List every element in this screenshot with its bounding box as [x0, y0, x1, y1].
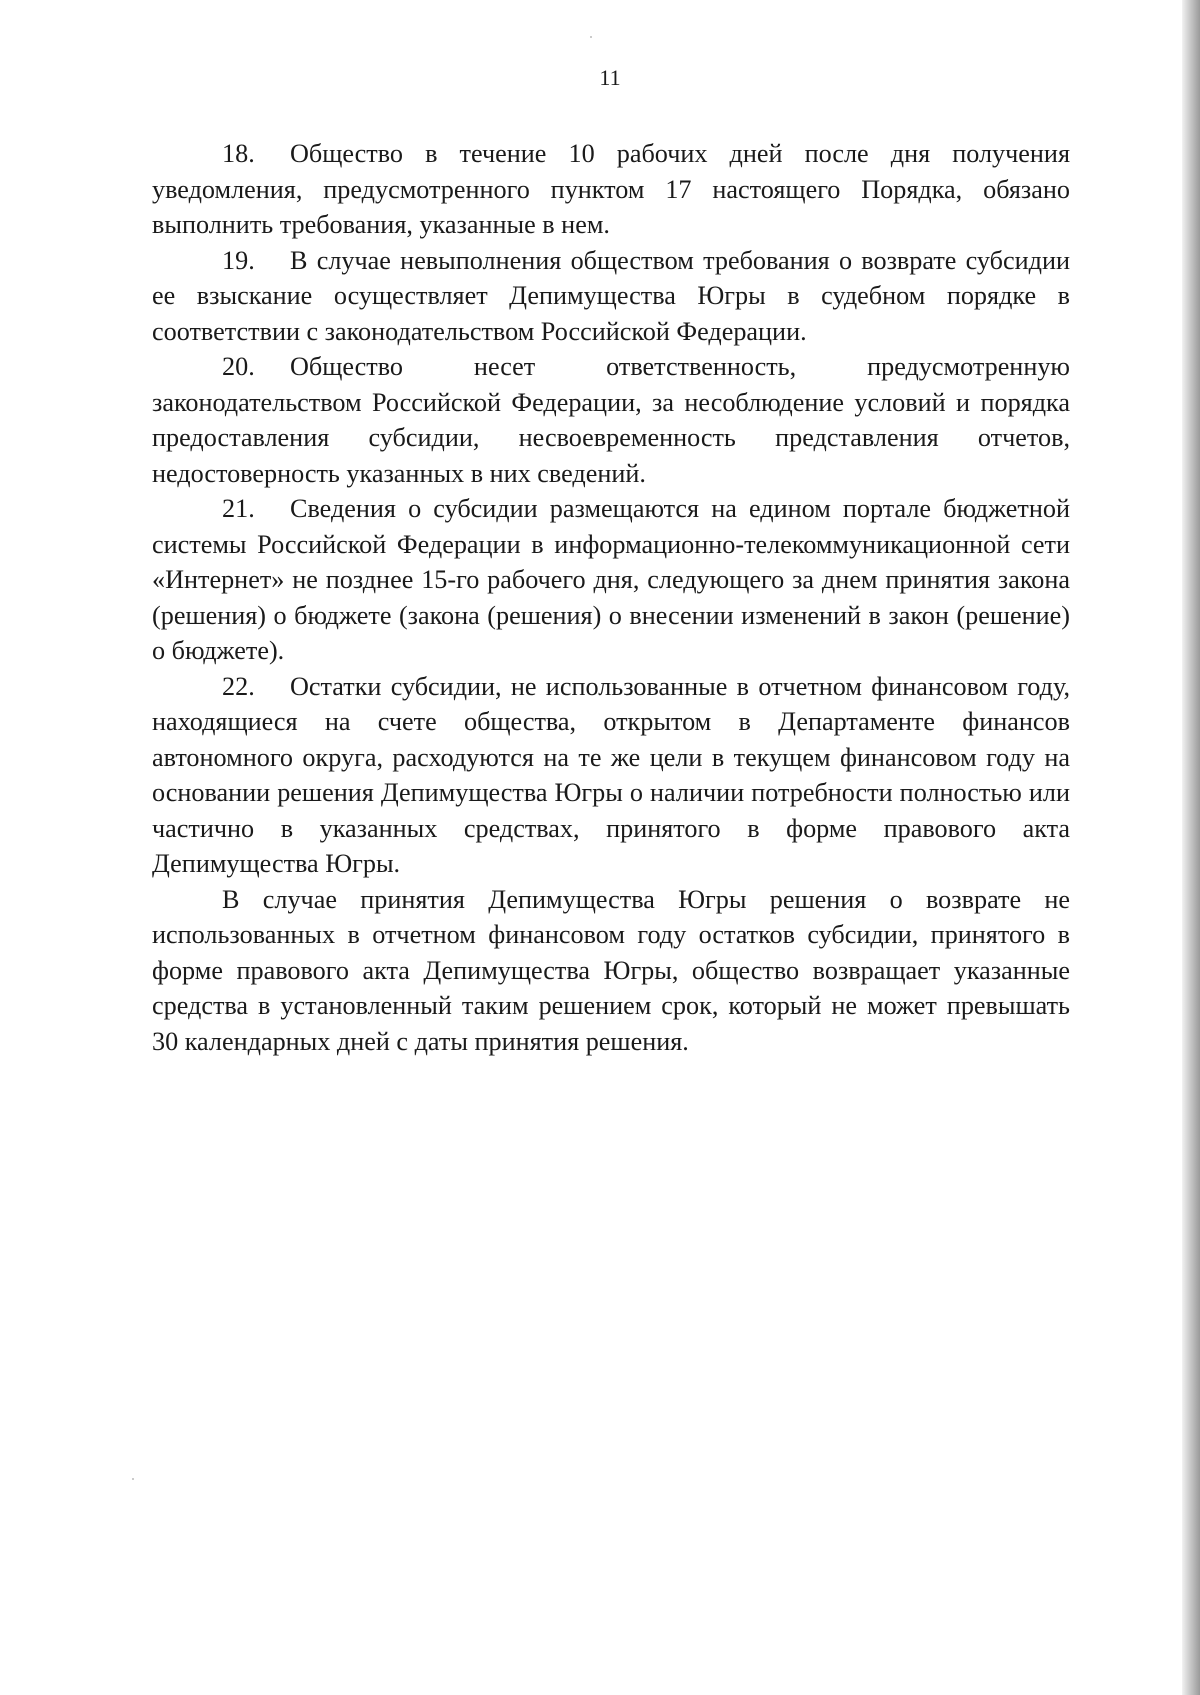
paragraph-number: 22.: [222, 671, 255, 701]
paragraph-text: В случае невыполнения обществом требования о возврате субсидии ее взыскание осуществляет Депимущества Югры в судебном порядке в соответствии с законодательством Российской Федерации.: [152, 245, 1070, 346]
paragraph-text: Сведения о субсидии размещаются на едином портале бюджетной системы Российской Федерации в информационно-телекоммуникационной сети «Интернет» не позднее 15-го рабочего дня, следующего за днем принятия закона (решения) о бюджете (закона (решения) о внесении изменений в закон (решение) о бюджете).: [152, 494, 1070, 665]
scan-speck: [590, 36, 592, 38]
paragraph-22: [152, 669, 1070, 882]
paragraph-text: В случае принятия Депимущества Югры решения о возврате не использованных в отчетном финансовом году остатков субсидии, принятого в форме правового акта Депимущества Югры, общество возвращает указанные средства в установленный таким решением срок, который не может превышать 30 календарных дней с даты принятия решения.: [152, 884, 1070, 1056]
paragraph-18: [152, 136, 1070, 243]
page-number: 11: [599, 65, 621, 90]
scan-speck: [132, 1478, 134, 1480]
paragraph-21: [152, 491, 1070, 669]
paragraph-number: 21.: [222, 494, 255, 523]
document-body: [152, 136, 1070, 1059]
paragraph-text: Общество несет ответственность, предусмотренную законодательством Российской Федерации, за несоблюдение условий и порядка предоставления субсидии, несвоевременность представления отчетов, недостоверность указанных в них сведений.: [152, 352, 1070, 488]
paragraph-22-continuation: [152, 882, 1070, 1060]
paragraph-text: Остатки субсидии, не использованные в отчетном финансовом году, находящиеся на счете общества, открытом в Департаменте финансов автономного округа, расходуются на те же цели в текущем финансовом году на основании решения Депимущества Югры о наличии потребности полностью или частично в указанных средствах, принятого в форме правового акта Депимущества Югры.: [152, 671, 1070, 878]
paragraph-number: 19.: [222, 245, 255, 275]
paragraph-19: [152, 243, 1070, 350]
paragraph-number: 18.: [222, 139, 255, 168]
paragraph-number: 20.: [222, 352, 255, 381]
page-edge-shadow: [1182, 0, 1200, 1695]
paragraph-text: Общество в течение 10 рабочих дней после дня получения уведомления, предусмотренного пунктом 17 настоящего Порядка, обязано выполнить требования, указанные в нем.: [152, 139, 1070, 239]
paragraph-20: [152, 349, 1070, 491]
